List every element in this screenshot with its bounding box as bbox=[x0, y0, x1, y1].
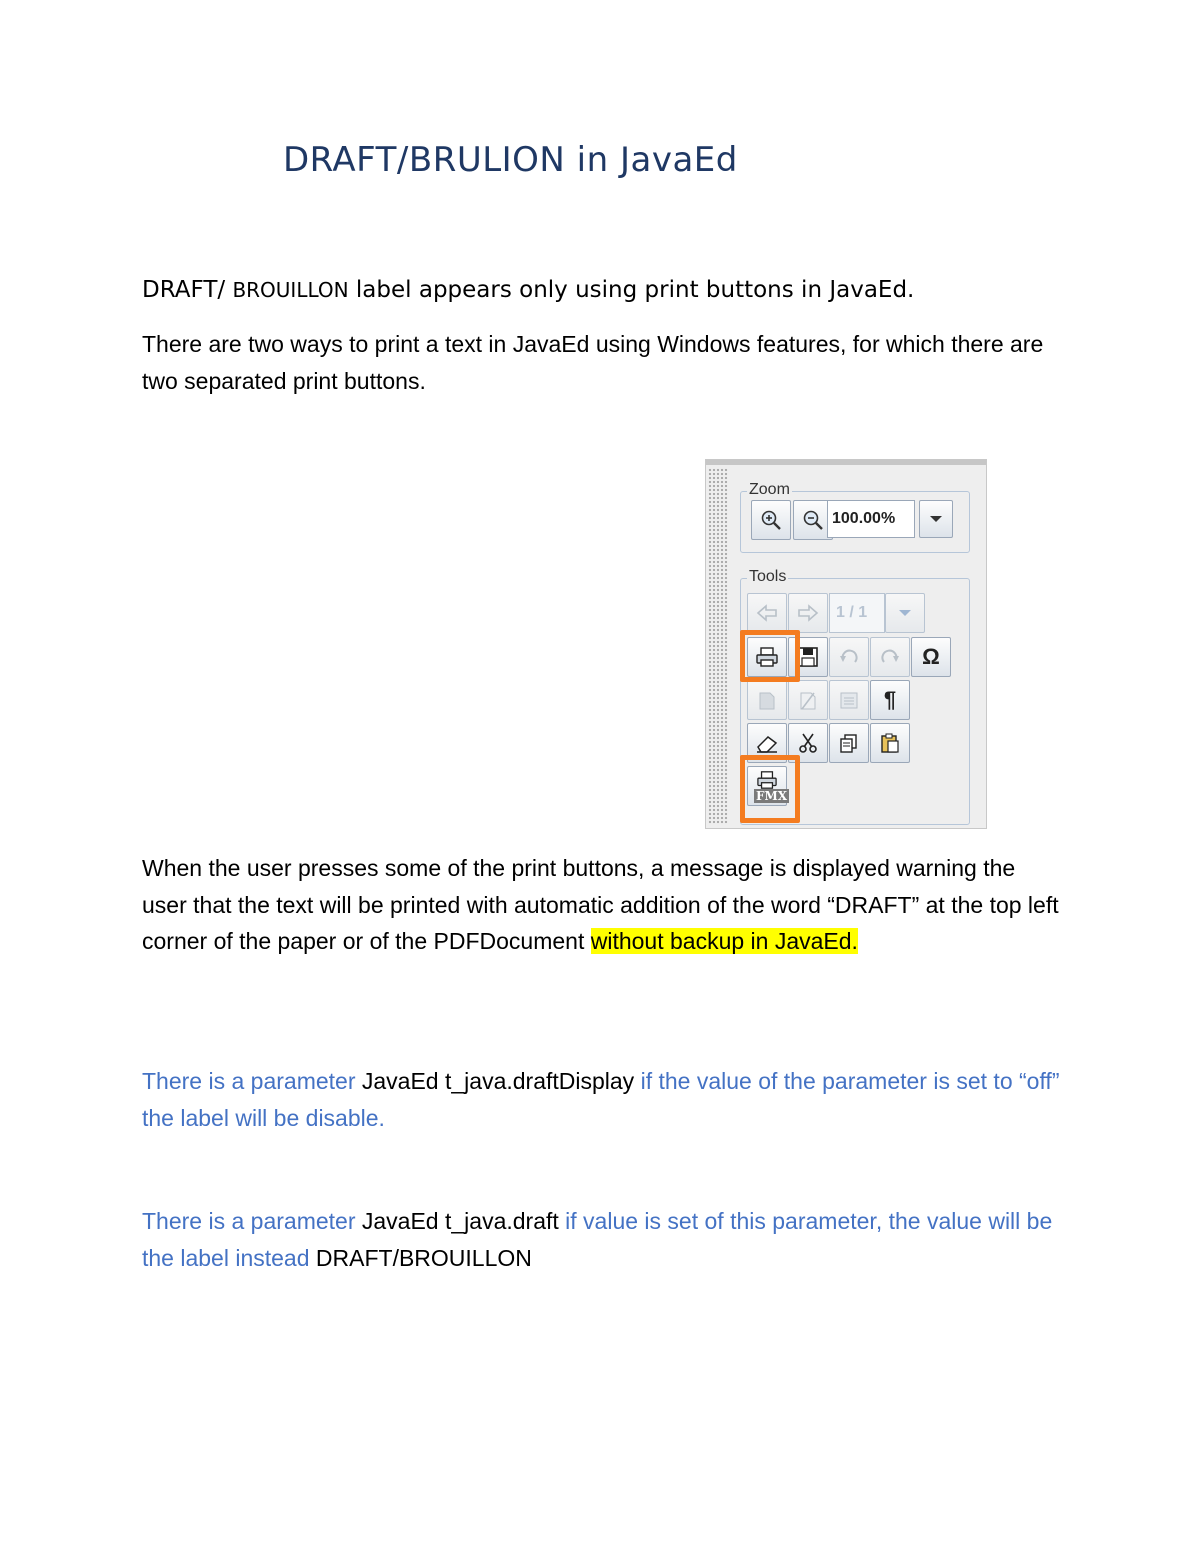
default-label: DRAFT/BROUILLON bbox=[315, 1244, 532, 1271]
zoom-dropdown-button[interactable] bbox=[919, 500, 953, 538]
next-page-button[interactable] bbox=[788, 593, 828, 633]
previous-page-button[interactable] bbox=[747, 593, 787, 633]
print-button-highlight bbox=[740, 630, 800, 682]
warning-highlight: without backup in JavaEd. bbox=[590, 928, 858, 954]
text-box-icon bbox=[839, 690, 859, 710]
floppy-disk-icon bbox=[797, 646, 819, 668]
paragraph-draft-display bbox=[142, 1063, 1062, 1136]
toolbar-grip[interactable] bbox=[708, 468, 728, 824]
undo-icon bbox=[838, 648, 860, 666]
page-icon bbox=[758, 689, 776, 711]
page-title: DRAFT/BRULION in JavaEd bbox=[283, 140, 738, 180]
paragraph-marks-button[interactable]: ¶ bbox=[870, 680, 910, 720]
intro-rest: label appears only using print buttons in JavaEd. bbox=[348, 277, 915, 303]
paste-button[interactable] bbox=[870, 723, 910, 763]
tools-legend: Tools bbox=[749, 568, 787, 585]
copy-icon bbox=[838, 732, 860, 754]
print-fmx-button-highlight bbox=[740, 755, 800, 823]
page-dropdown-button[interactable] bbox=[885, 593, 925, 633]
special-character-button[interactable]: Ω bbox=[911, 637, 951, 677]
intro-brouillon: BROUILLON bbox=[232, 278, 349, 302]
param-name-draft-display: JavaEd t_java.draftDisplay bbox=[361, 1068, 635, 1094]
fmx-label: FMX bbox=[756, 789, 788, 803]
paragraph-print-ways: There are two ways to print a text in JavaEd using Windows features, for which there are two separated print buttons. bbox=[142, 331, 1044, 394]
zoom-group bbox=[740, 481, 970, 553]
text-box-button[interactable] bbox=[829, 680, 869, 720]
chevron-down-icon bbox=[929, 514, 943, 524]
copy-button[interactable] bbox=[829, 723, 869, 763]
paragraph-warning bbox=[142, 850, 1062, 960]
zoom-in-icon bbox=[759, 508, 783, 532]
param-name-draft: JavaEd t_java.draft bbox=[361, 1208, 559, 1234]
undo-button[interactable] bbox=[829, 637, 869, 677]
zoom-legend: Zoom bbox=[749, 481, 790, 498]
paste-icon bbox=[879, 732, 901, 754]
chevron-down-icon bbox=[898, 608, 912, 618]
param-intro: There is a parameter bbox=[142, 1068, 362, 1094]
paragraph-draft-label bbox=[142, 1203, 1062, 1276]
param-description: if value is set of this parameter, the value will be the label instead bbox=[142, 1208, 1053, 1271]
redo-icon bbox=[879, 648, 901, 666]
arrow-right-icon bbox=[797, 604, 819, 622]
page-number-field[interactable]: 1 / 1 bbox=[829, 593, 885, 633]
delete-page-button[interactable] bbox=[788, 680, 828, 720]
toolbar-top-border bbox=[706, 460, 986, 465]
param-intro: There is a parameter bbox=[142, 1208, 362, 1234]
toolbar-screenshot bbox=[705, 459, 987, 829]
warning-text: When the user presses some of the print buttons, a message is displayed warning the user that the text will be printed with automatic addition of the word “DRAFT” at the top left corner of the paper or of the PDFDocument bbox=[142, 855, 1059, 954]
scissors-icon bbox=[797, 732, 819, 754]
zoom-value-field[interactable]: 100.00% bbox=[827, 500, 915, 538]
zoom-out-icon bbox=[801, 508, 825, 532]
eraser-icon bbox=[755, 732, 779, 754]
redo-button[interactable] bbox=[870, 637, 910, 677]
intro-draft: DRAFT/ bbox=[142, 277, 233, 303]
zoom-in-button[interactable] bbox=[751, 500, 791, 540]
page-delete-icon bbox=[799, 689, 817, 711]
param-description: if the value of the parameter is set to “off” the label will be disable. bbox=[142, 1068, 1060, 1131]
new-page-button[interactable] bbox=[747, 680, 787, 720]
intro-line bbox=[142, 272, 1062, 309]
arrow-left-icon bbox=[756, 604, 778, 622]
